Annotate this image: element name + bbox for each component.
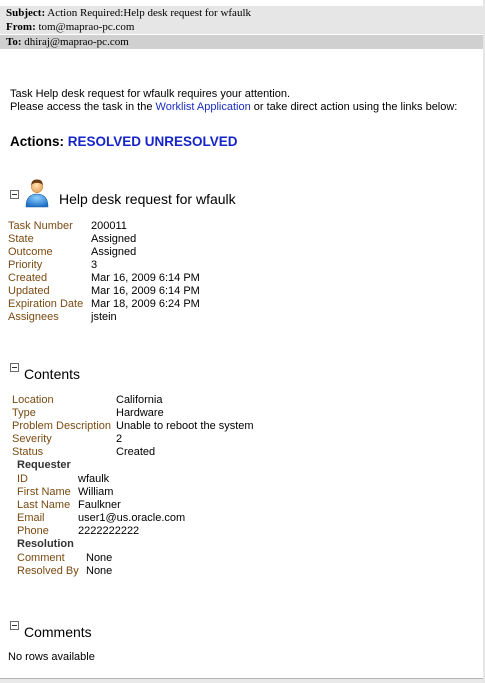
field-label: Task Number: [8, 220, 73, 232]
field-label: ID: [17, 473, 28, 485]
field-label: Updated: [8, 285, 50, 297]
to-label: To:: [6, 36, 22, 48]
field-value: Faulkner: [78, 499, 121, 511]
task-field-row: [8, 246, 308, 259]
field-label: Resolved By: [17, 565, 79, 577]
footer-bar: [0, 679, 485, 683]
field-value: 2: [116, 433, 123, 445]
field-value: Assigned: [91, 246, 137, 258]
intro-line-1: Task Help desk request for wfaulk requires your attention.: [10, 88, 291, 100]
task-field-row: [8, 259, 308, 272]
task-field-row: [8, 298, 308, 311]
user-icon: [24, 178, 50, 208]
subject-value: Action Required:Help desk request for wfaulk: [45, 7, 251, 19]
from-label: From:: [6, 21, 36, 33]
resolved-action-link[interactable]: RESOLVED: [67, 134, 142, 149]
field-label: Assignees: [8, 311, 59, 323]
field-label: Phone: [17, 525, 49, 537]
from-row: [0, 20, 485, 34]
task-field-row: [8, 311, 308, 324]
requester-field-row: [17, 512, 317, 525]
field-label: Severity: [12, 433, 52, 445]
field-value: 200011: [91, 220, 127, 232]
field-label: Outcome: [8, 246, 53, 258]
field-value: Mar 18, 2009 6:24 PM: [91, 298, 200, 310]
comments-empty-text: No rows available: [8, 651, 95, 663]
actions-label: Actions:: [10, 134, 64, 149]
field-label: Problem Description: [12, 420, 112, 432]
unresolved-action-link[interactable]: UNRESOLVED: [144, 134, 238, 149]
resolution-title: Resolution: [17, 538, 74, 550]
requester-field-row: [17, 473, 317, 486]
requester-field-row: [17, 499, 317, 512]
subject-row: [0, 6, 485, 20]
task-field-row: [8, 233, 308, 246]
to-value: dhiraj@maprao-pc.com: [21, 36, 129, 48]
actions-bar: [10, 134, 238, 149]
task-field-row: [8, 285, 308, 298]
field-value: Unable to reboot the system: [116, 420, 254, 432]
subject-label: Subject:: [6, 7, 46, 19]
requester-title: Requester: [17, 459, 71, 471]
field-value: 2222222222: [78, 525, 140, 537]
requester-field-row: [17, 525, 317, 538]
task-details: [8, 220, 308, 324]
comments-title: Comments: [24, 624, 92, 640]
field-value: wfaulk: [78, 473, 110, 485]
task-field-row: [8, 220, 308, 233]
resolution-field-row: [17, 565, 317, 578]
field-label: Expiration Date: [8, 298, 84, 310]
field-value: William: [78, 486, 114, 498]
intro-line-2-before: Please access the task in the: [10, 101, 156, 113]
field-label: Status: [12, 446, 44, 458]
worklist-application-link[interactable]: Worklist Application: [155, 101, 251, 113]
task-title: Help desk request for wfaulk: [59, 191, 236, 207]
field-value: None: [86, 552, 113, 564]
contents-field-row: [12, 407, 342, 420]
field-value: Hardware: [116, 407, 164, 419]
field-value: California: [116, 394, 163, 406]
field-value: Mar 16, 2009 6:14 PM: [91, 272, 200, 284]
comments-collapse-toggle-icon[interactable]: [10, 621, 19, 630]
field-value: 3: [91, 259, 98, 271]
field-value: Created: [116, 446, 156, 458]
intro-text: [10, 88, 457, 114]
field-value: Mar 16, 2009 6:14 PM: [91, 285, 200, 297]
field-label: Type: [12, 407, 36, 419]
task-collapse-toggle-icon[interactable]: [10, 190, 19, 199]
intro-line-2-after: or take direct action using the links below:: [250, 101, 458, 113]
contents-details: [12, 394, 342, 459]
field-value: None: [86, 565, 113, 577]
from-value: tom@maprao-pc.com: [35, 21, 135, 33]
field-label: Location: [12, 394, 54, 406]
field-label: Email: [17, 512, 45, 524]
field-value: Assigned: [91, 233, 137, 245]
contents-field-row: [12, 446, 342, 459]
contents-title: Contents: [24, 366, 81, 382]
resolution-field-row: [17, 552, 317, 565]
field-label: Last Name: [17, 499, 71, 511]
contents-collapse-toggle-icon[interactable]: [10, 363, 19, 372]
contents-field-row: [12, 394, 342, 407]
contents-field-row: [12, 433, 342, 446]
field-label: First Name: [17, 486, 71, 498]
intro-line-2: [10, 101, 457, 114]
field-value: user1@us.oracle.com: [78, 512, 186, 524]
contents-field-row: [12, 420, 342, 433]
to-row: [0, 35, 485, 49]
resolution-details: [17, 552, 317, 578]
field-label: Priority: [8, 259, 43, 271]
field-label: State: [8, 233, 34, 245]
field-value: jstein: [91, 311, 117, 323]
task-field-row: [8, 272, 308, 285]
field-label: Comment: [17, 552, 65, 564]
requester-details: [17, 473, 317, 538]
field-label: Created: [8, 272, 48, 284]
requester-field-row: [17, 486, 317, 499]
